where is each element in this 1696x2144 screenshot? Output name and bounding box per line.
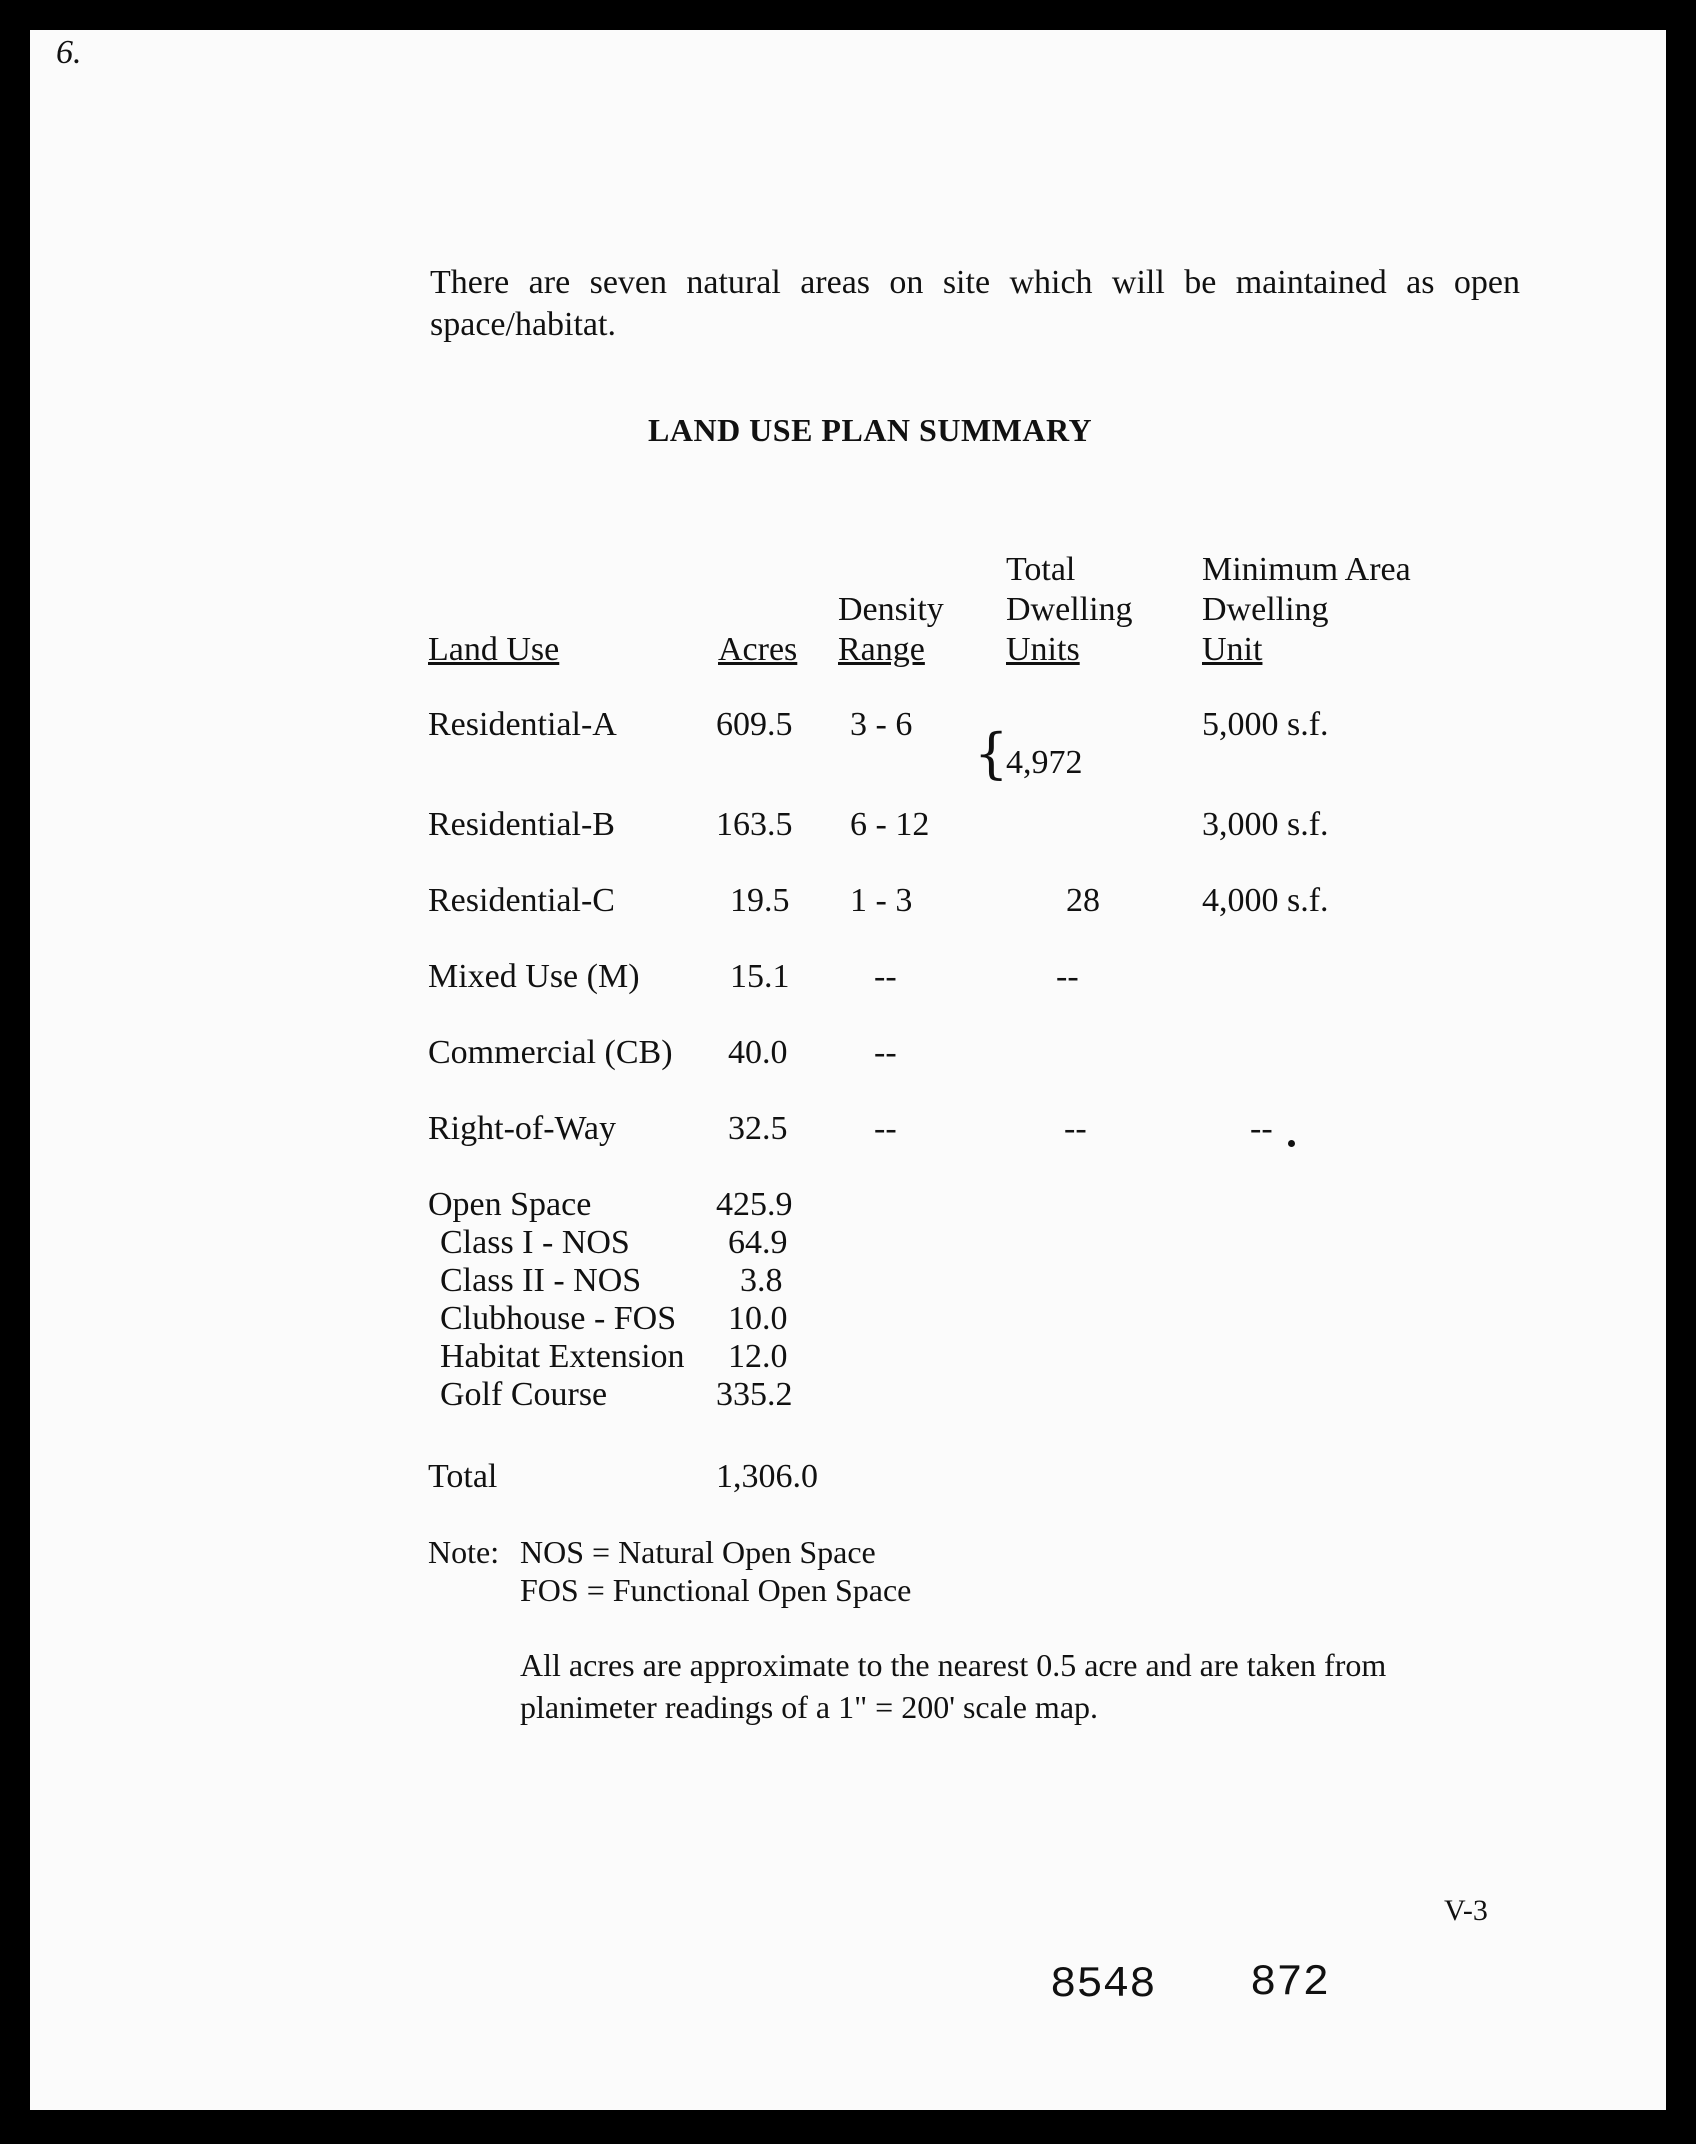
row-residential-a-label: Residential-A bbox=[428, 706, 617, 743]
stamp-number-right: 872 bbox=[1250, 1958, 1330, 2008]
row-residential-b-label: Residential-B bbox=[428, 806, 615, 843]
brace-symbol: { bbox=[974, 722, 1009, 785]
page-number: V-3 bbox=[1444, 1894, 1488, 1927]
header-density-line1: Density bbox=[838, 591, 944, 628]
row-right-of-way-min-area: -- bbox=[1250, 1110, 1273, 1147]
header-density-line2: Range bbox=[838, 631, 925, 668]
open-space-item-acres: 3.8 bbox=[740, 1262, 783, 1299]
row-commercial-acres: 40.0 bbox=[728, 1034, 788, 1071]
document-page bbox=[30, 30, 1666, 2110]
row-mixed-use-units: -- bbox=[1056, 958, 1079, 995]
header-units-line2: Dwelling bbox=[1006, 591, 1133, 628]
open-space-item-label: Class II - NOS bbox=[440, 1262, 642, 1299]
speck-mark bbox=[1288, 1140, 1295, 1147]
row-residential-b-acres: 163.5 bbox=[716, 806, 793, 843]
header-min-area-line2: Dwelling bbox=[1202, 591, 1329, 628]
row-commercial-density: -- bbox=[874, 1034, 897, 1071]
row-mixed-use-density: -- bbox=[874, 958, 897, 995]
row-mixed-use-acres: 15.1 bbox=[730, 958, 790, 995]
row-right-of-way-density: -- bbox=[874, 1110, 897, 1147]
table-title: LAND USE PLAN SUMMARY bbox=[648, 412, 1093, 448]
total-acres: 1,306.0 bbox=[716, 1458, 818, 1495]
open-space-item-acres: 335.2 bbox=[716, 1376, 793, 1413]
row-residential-b-density: 6 - 12 bbox=[850, 806, 930, 843]
row-residential-c-units: 28 bbox=[1066, 882, 1100, 919]
stamp-number-left: 8548 bbox=[1050, 1960, 1156, 2010]
row-residential-c-density: 1 - 3 bbox=[850, 882, 913, 919]
intro-paragraph: There are seven natural areas on site which will be maintained as open space/habitat. bbox=[430, 264, 1520, 343]
header-min-area-line1: Minimum Area bbox=[1202, 551, 1411, 588]
header-acres: Acres bbox=[718, 631, 798, 668]
open-space-item-label: Class I - NOS bbox=[440, 1224, 630, 1261]
row-residential-a-acres: 609.5 bbox=[716, 706, 793, 743]
open-space-item-acres: 64.9 bbox=[728, 1224, 788, 1261]
header-units-line1: Total bbox=[1006, 551, 1076, 588]
open-space-item-acres: 12.0 bbox=[728, 1338, 788, 1375]
note-line-1: NOS = Natural Open Space bbox=[520, 1534, 876, 1570]
open-space-acres: 425.9 bbox=[716, 1186, 793, 1223]
open-space-item-label: Clubhouse - FOS bbox=[440, 1300, 677, 1337]
row-residential-b-min-area: 3,000 s.f. bbox=[1202, 806, 1329, 843]
open-space-item-acres: 10.0 bbox=[728, 1300, 788, 1337]
row-right-of-way-units: -- bbox=[1064, 1110, 1087, 1147]
header-min-area-line3: Unit bbox=[1202, 631, 1263, 668]
note-prefix: Note: bbox=[428, 1534, 500, 1570]
header-units-line3: Units bbox=[1006, 631, 1080, 668]
row-right-of-way-acres: 32.5 bbox=[728, 1110, 788, 1147]
open-space-item-label: Golf Course bbox=[440, 1376, 608, 1413]
open-space-item-label: Habitat Extension bbox=[440, 1338, 685, 1375]
row-right-of-way-label: Right-of-Way bbox=[428, 1110, 616, 1147]
row-residential-a-density: 3 - 6 bbox=[850, 706, 913, 743]
row-mixed-use-label: Mixed Use (M) bbox=[428, 958, 640, 995]
note-line-2: FOS = Functional Open Space bbox=[520, 1572, 912, 1608]
open-space-label: Open Space bbox=[428, 1186, 592, 1223]
header-land-use: Land Use bbox=[428, 631, 560, 668]
row-residential-c-label: Residential-C bbox=[428, 882, 615, 919]
total-label: Total bbox=[428, 1458, 498, 1495]
row-residential-c-acres: 19.5 bbox=[730, 882, 790, 919]
row-residential-a-min-area: 5,000 s.f. bbox=[1202, 706, 1329, 743]
corner-mark: 6. bbox=[56, 34, 82, 71]
row-commercial-label: Commercial (CB) bbox=[428, 1034, 673, 1071]
brace-units-value: 4,972 bbox=[1006, 744, 1083, 781]
footnote-paragraph: All acres are approximate to the nearest 0.5 acre and are taken from planimeter readings of a 1" = 200' scale map. bbox=[520, 1647, 1387, 1725]
row-residential-c-min-area: 4,000 s.f. bbox=[1202, 882, 1329, 919]
